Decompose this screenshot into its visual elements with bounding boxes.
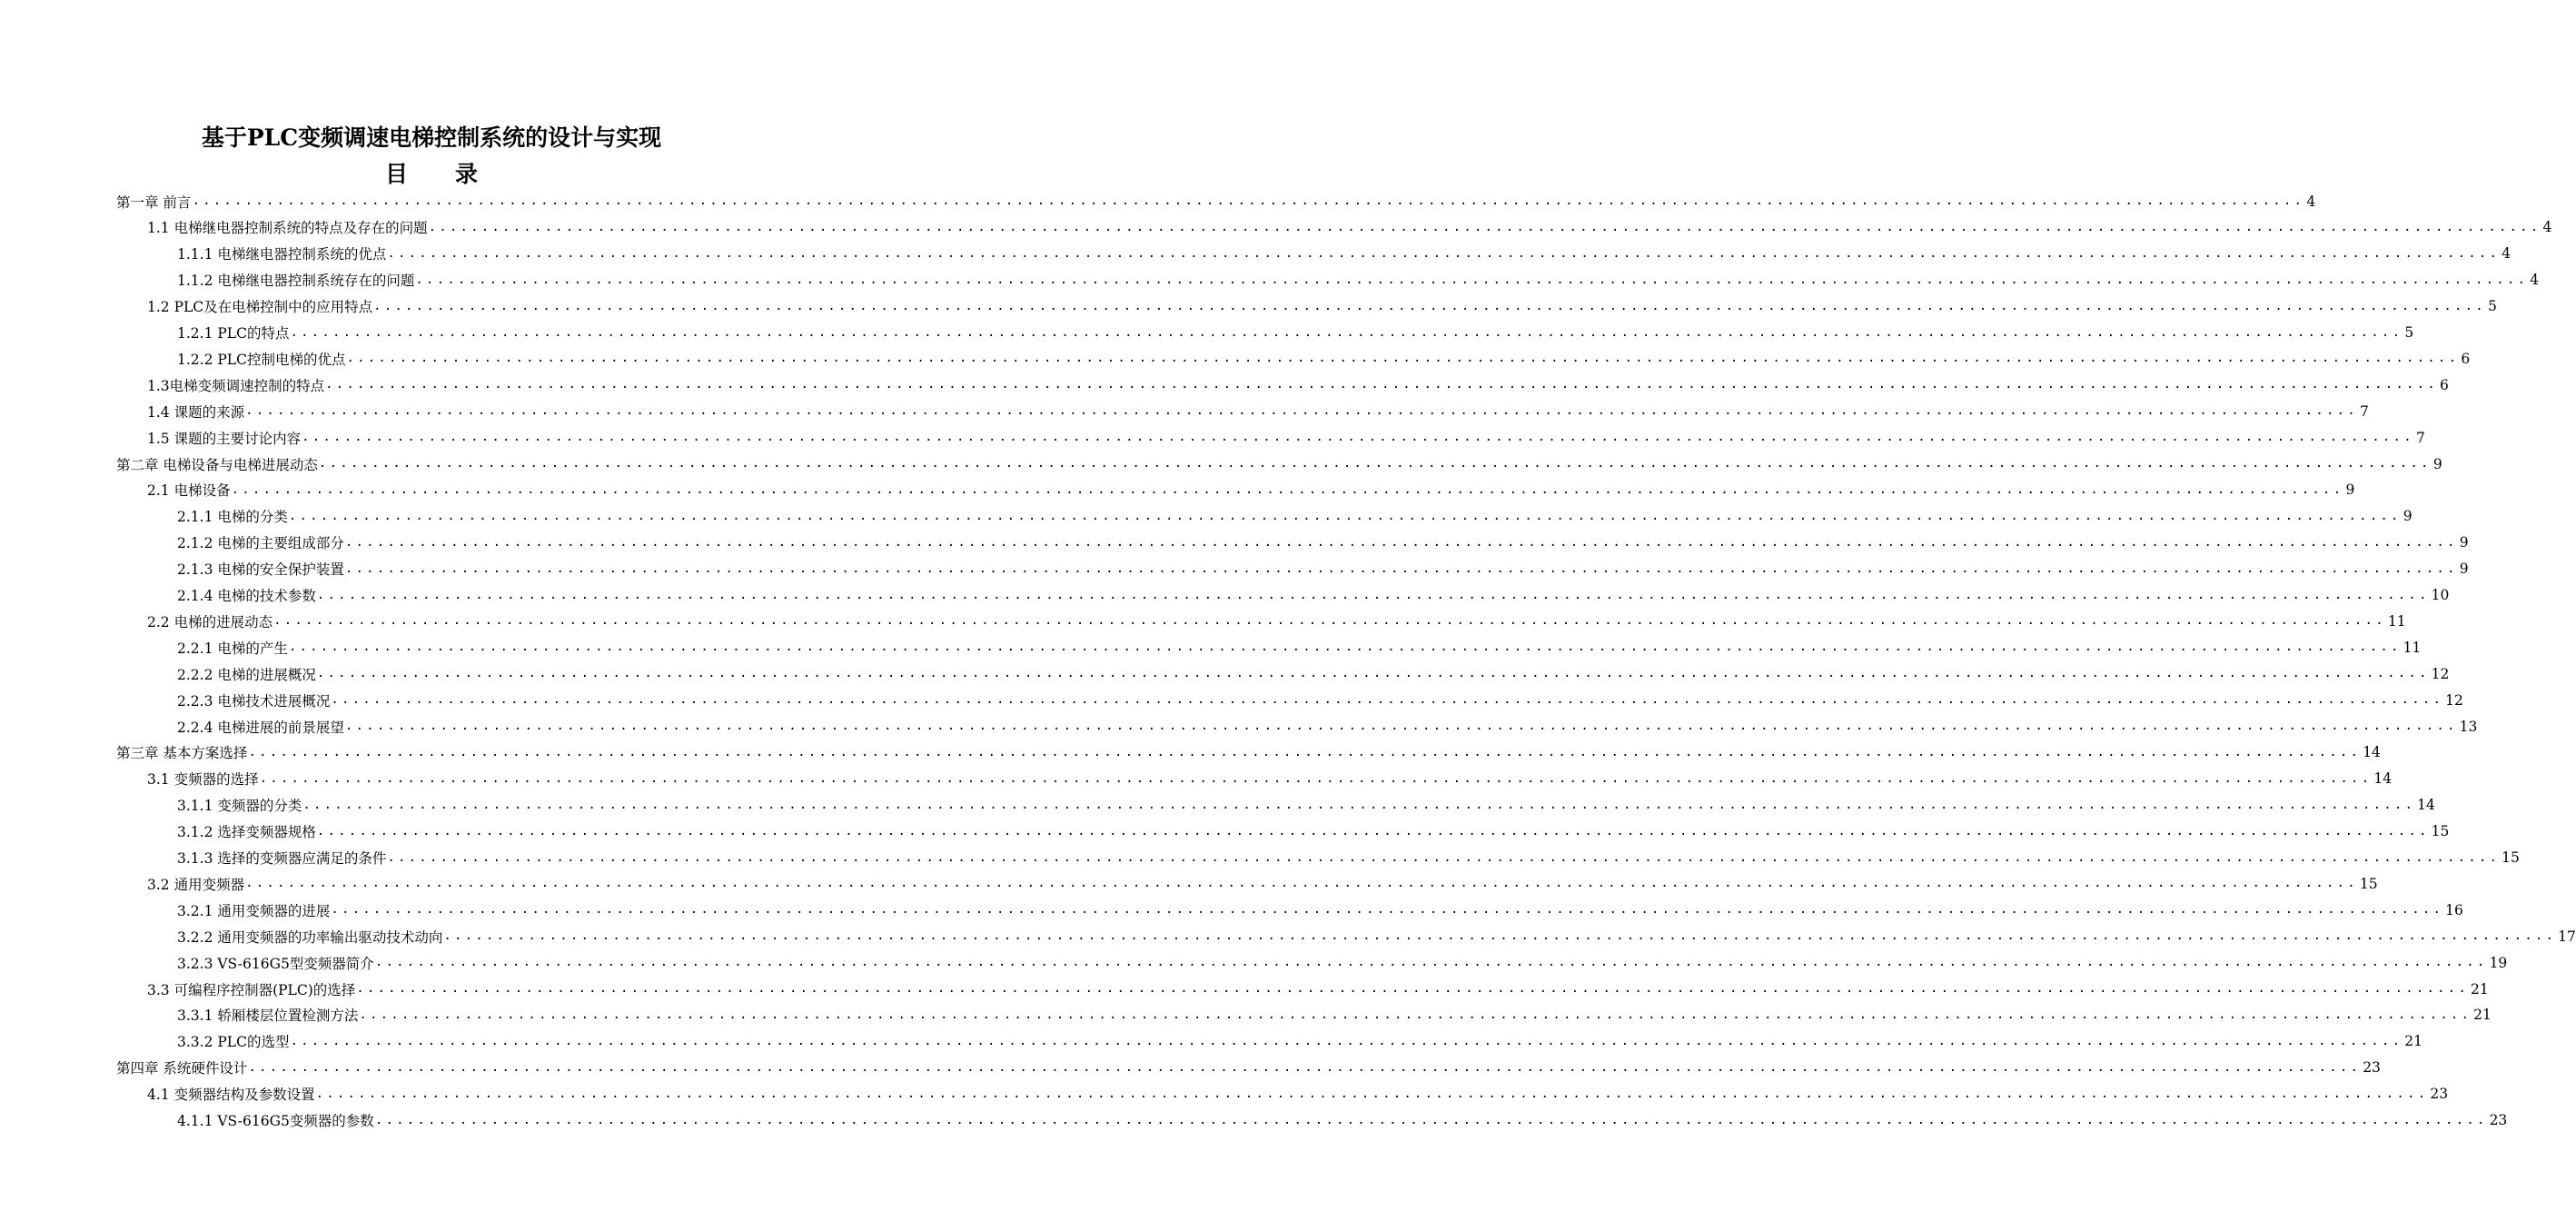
- toc-entry[interactable]: [177, 1107, 2508, 1134]
- toc-entry-page-number: 19: [2489, 954, 2508, 971]
- toc-entry-label: 3.3 可编程序控制器(PLC)的选择: [147, 981, 356, 998]
- toc-entry-label: 1.1 电梯继电器控制系统的特点及存在的问题: [147, 220, 428, 237]
- toc-entry-page-number: 9: [2432, 455, 2442, 472]
- toc-entry[interactable]: [177, 792, 2435, 819]
- toc-entry[interactable]: [116, 451, 2442, 477]
- toc-entry-label: 2.2 电梯的进展动态: [147, 613, 273, 630]
- toc-dot-leader: ........................................................................................................................................................................................................: [359, 1007, 2472, 1022]
- toc-entry-page-number: 16: [2445, 901, 2463, 918]
- toc-entry-label: 4.1 变频器结构及参数设置: [147, 1087, 315, 1104]
- toc-dot-leader: ........................................................................................................................................................................................................: [290, 1033, 2403, 1048]
- toc-entry[interactable]: [177, 530, 2469, 556]
- toc-dot-leader: ........................................................................................................................................................................................................: [344, 561, 2458, 576]
- toc-entry[interactable]: [147, 870, 2378, 897]
- toc-entry[interactable]: [177, 713, 2478, 740]
- toc-entry[interactable]: [177, 582, 2450, 609]
- toc-entry[interactable]: [147, 976, 2489, 1002]
- toc-entry-label: 1.1.2 电梯继电器控制系统存在的问题: [177, 273, 415, 290]
- toc-entry-page-number: 7: [2415, 429, 2425, 446]
- toc-dot-leader: ........................................................................................................................................................................................................: [428, 219, 2541, 234]
- toc-entry-page-number: 17: [2558, 928, 2576, 945]
- toc-dot-leader: ........................................................................................................................................................................................................: [374, 955, 2488, 970]
- toc-entry-page-number: 11: [2403, 639, 2422, 656]
- toc-entry-label: 3.1.1 变频器的分类: [177, 798, 302, 815]
- toc-entry-label: 2.2.2 电梯的进展概况: [177, 666, 316, 683]
- toc-dot-leader: ........................................................................................................................................................................................................: [387, 245, 2501, 261]
- toc-entry[interactable]: [177, 1002, 2492, 1028]
- toc-entry-label: 2.2.4 电梯进展的前景展望: [177, 719, 344, 736]
- toc-entry[interactable]: [177, 819, 2450, 845]
- toc-entry-page-number: 5: [2488, 298, 2497, 315]
- toc-dot-leader: ........................................................................................................................................................................................................: [259, 770, 2373, 786]
- toc-entry-label: 4.1.1 VS-616G5变频器的参数: [177, 1113, 374, 1129]
- toc-entry-page-number: 21: [2473, 1007, 2492, 1024]
- toc-entry-page-number: 23: [2363, 1059, 2381, 1077]
- toc-entry-label: 1.4 课题的来源: [147, 403, 245, 421]
- toc-entry-label: 1.1.1 电梯继电器控制系统的优点: [177, 246, 387, 263]
- toc-dot-leader: ........................................................................................................................................................................................................: [344, 534, 2458, 550]
- toc-entry[interactable]: [147, 477, 2355, 503]
- toc-entry-label: 3.2 通用变频器: [147, 876, 245, 893]
- toc-entry-page-number: 21: [2471, 980, 2489, 998]
- toc-entry[interactable]: [177, 556, 2469, 582]
- toc-dot-leader: ........................................................................................................................................................................................................: [387, 849, 2501, 865]
- toc-dot-leader: ........................................................................................................................................................................................................: [374, 1112, 2488, 1127]
- toc-entry-label: 2.1.1 电梯的分类: [177, 509, 288, 526]
- toc-entry-label: 3.1.3 选择的变频器应满足的条件: [177, 850, 387, 867]
- toc-dot-leader: ........................................................................................................................................................................................................: [415, 272, 2529, 287]
- toc-entry-label: 3.3.1 轿厢楼层位置检测方法: [177, 1008, 359, 1025]
- toc-entry-label: 1.2.2 PLC控制电梯的优点: [177, 351, 346, 368]
- toc-dot-leader: ........................................................................................................................................................................................................: [373, 298, 2486, 313]
- toc-entry-page-number: 23: [2430, 1086, 2449, 1103]
- toc-entry-page-number: 15: [2431, 823, 2450, 840]
- toc-entry-label: 3.2.2 通用变频器的功率输出驱动技术动向: [177, 928, 443, 946]
- toc-entry-label: 2.1 电梯设备: [147, 482, 231, 500]
- toc-entry-page-number: 6: [2461, 350, 2471, 367]
- toc-entry-label: 2.2.1 电梯的产生: [177, 640, 288, 657]
- toc-dot-leader: ........................................................................................................................................................................................................: [245, 403, 2358, 419]
- toc-entry-label: 第四章 系统硬件设计: [116, 1060, 248, 1077]
- toc-entry[interactable]: [147, 766, 2393, 792]
- toc-entry[interactable]: [177, 923, 2576, 949]
- toc-entry-page-number: 15: [2502, 849, 2520, 866]
- toc-entry[interactable]: [177, 897, 2463, 923]
- document-title: 基于PLC变频调速电梯控制系统的设计与实现: [201, 124, 662, 151]
- toc-dot-leader: ........................................................................................................................................................................................................: [248, 1059, 2362, 1075]
- toc-entry[interactable]: [177, 634, 2422, 660]
- toc-dot-leader: ........................................................................................................................................................................................................: [331, 692, 2444, 708]
- toc-entry-page-number: 14: [2417, 797, 2435, 814]
- toc-entry[interactable]: [147, 424, 2425, 451]
- toc-entry-label: 2.1.2 电梯的主要组成部分: [177, 535, 344, 552]
- toc-dot-leader: ........................................................................................................................................................................................................: [192, 194, 2305, 208]
- toc-dot-leader: ........................................................................................................................................................................................................: [356, 981, 2470, 996]
- toc-entry-page-number: 5: [2404, 324, 2414, 341]
- toc-entry[interactable]: [177, 1028, 2422, 1055]
- toc-entry-page-number: 12: [2431, 665, 2450, 682]
- toc-dot-leader: ........................................................................................................................................................................................................: [315, 1086, 2429, 1101]
- toc-entry-label: 1.3电梯变频调速控制的特点: [147, 377, 325, 394]
- toc-entry-page-number: 9: [2459, 561, 2469, 578]
- toc-entry[interactable]: [177, 241, 2512, 267]
- toc-entry-page-number: 14: [2363, 744, 2381, 761]
- toc-entry-page-number: 7: [2359, 402, 2369, 420]
- toc-entry[interactable]: [177, 949, 2508, 976]
- toc-dot-leader: ........................................................................................................................................................................................................: [248, 744, 2362, 759]
- toc-entry-page-number: 4: [2306, 193, 2316, 210]
- toc-dot-leader: ........................................................................................................................................................................................................: [443, 928, 2557, 944]
- toc-entry-label: 2.2.3 电梯技术进展概况: [177, 692, 331, 710]
- toc-entry-label: 1.2.1 PLC的特点: [177, 325, 290, 342]
- toc-entry[interactable]: [147, 214, 2552, 241]
- toc-dot-leader: ........................................................................................................................................................................................................: [288, 640, 2402, 655]
- toc-entry[interactable]: [116, 188, 2316, 214]
- toc-entry[interactable]: [147, 1081, 2449, 1107]
- toc-dot-leader: ........................................................................................................................................................................................................: [290, 324, 2403, 340]
- toc-entry-page-number: 6: [2440, 376, 2449, 393]
- toc-heading: [0, 156, 863, 189]
- toc-entry[interactable]: [116, 1055, 2381, 1081]
- toc-entry-page-number: 14: [2373, 770, 2393, 788]
- toc-dot-leader: ........................................................................................................................................................................................................: [325, 377, 2438, 392]
- toc-dot-leader: ........................................................................................................................................................................................................: [288, 508, 2402, 523]
- toc-entry-label: 1.2 PLC及在电梯控制中的应用特点: [147, 299, 373, 316]
- toc-entry-label: 3.2.1 通用变频器的进展: [177, 902, 331, 919]
- toc-entry[interactable]: [177, 845, 2520, 871]
- toc-entry[interactable]: [147, 293, 2497, 320]
- toc-entry-page-number: 10: [2431, 587, 2450, 603]
- toc-entry-page-number: 4: [2502, 245, 2512, 263]
- toc-dot-leader: ........................................................................................................................................................................................................: [302, 430, 2414, 445]
- toc-entry[interactable]: [177, 660, 2450, 687]
- toc-entry[interactable]: [147, 608, 2406, 634]
- toc-entry-page-number: 21: [2404, 1033, 2422, 1050]
- toc-entry-label: 3.1 变频器的选择: [147, 771, 259, 789]
- toc-entry-page-number: 15: [2359, 875, 2378, 892]
- toc-entry-page-number: 23: [2489, 1112, 2508, 1128]
- toc-entry-page-number: 9: [2459, 534, 2469, 551]
- toc-entry-page-number: 12: [2445, 691, 2463, 709]
- toc-entry[interactable]: [177, 687, 2463, 713]
- toc-entry-page-number: 9: [2403, 508, 2413, 525]
- toc-entry-page-number: 13: [2459, 718, 2478, 735]
- toc-entry-label: 第一章 前言: [116, 194, 192, 211]
- toc-entry-label: 3.1.2 选择变频器规格: [177, 824, 316, 841]
- toc-entry-label: 1.5 课题的主要讨论内容: [147, 430, 302, 447]
- toc-entry-page-number: 9: [2345, 481, 2355, 499]
- toc-dot-leader: ........................................................................................................................................................................................................: [344, 719, 2458, 733]
- toc-entry-label: 3.2.3 VS-616G5型变频器简介: [177, 955, 374, 972]
- toc-heading-char-2: 录: [455, 161, 479, 187]
- toc-entry-label: 3.3.2 PLC的选型: [177, 1034, 290, 1051]
- toc-entry[interactable]: [177, 267, 2540, 293]
- toc-dot-leader: ........................................................................................................................................................................................................: [302, 797, 2416, 812]
- toc-entry[interactable]: [147, 372, 2449, 398]
- toc-entry-label: 2.1.3 电梯的安全保护装置: [177, 561, 344, 579]
- toc-entry[interactable]: [147, 398, 2369, 424]
- toc-dot-leader: ........................................................................................................................................................................................................: [316, 823, 2430, 839]
- toc-dot-leader: ........................................................................................................................................................................................................: [316, 587, 2430, 602]
- toc-entry[interactable]: [116, 740, 2381, 766]
- toc-entry[interactable]: [177, 320, 2414, 346]
- toc-entry-label: 第三章 基本方案选择: [116, 745, 248, 762]
- toc-entry[interactable]: [177, 503, 2413, 530]
- toc-dot-leader: ........................................................................................................................................................................................................: [231, 481, 2344, 497]
- toc-entry-page-number: 4: [2530, 272, 2540, 289]
- toc-entry[interactable]: [177, 345, 2471, 372]
- toc-entry-page-number: 11: [2387, 612, 2406, 630]
- toc-dot-leader: ........................................................................................................................................................................................................: [316, 666, 2430, 681]
- toc-dot-leader: ........................................................................................................................................................................................................: [245, 876, 2358, 891]
- toc-entry-label: 2.1.4 电梯的技术参数: [177, 588, 316, 604]
- toc-dot-leader: ........................................................................................................................................................................................................: [318, 456, 2432, 471]
- toc-dot-leader: ........................................................................................................................................................................................................: [346, 351, 2460, 366]
- toc-heading-char-1: 目: [384, 161, 408, 187]
- toc-entry-label: 第二章 电梯设备与电梯进展动态: [116, 456, 318, 473]
- toc-entry-page-number: 4: [2542, 219, 2552, 236]
- toc-dot-leader: ........................................................................................................................................................................................................: [273, 613, 2386, 629]
- toc-dot-leader: ........................................................................................................................................................................................................: [331, 902, 2444, 918]
